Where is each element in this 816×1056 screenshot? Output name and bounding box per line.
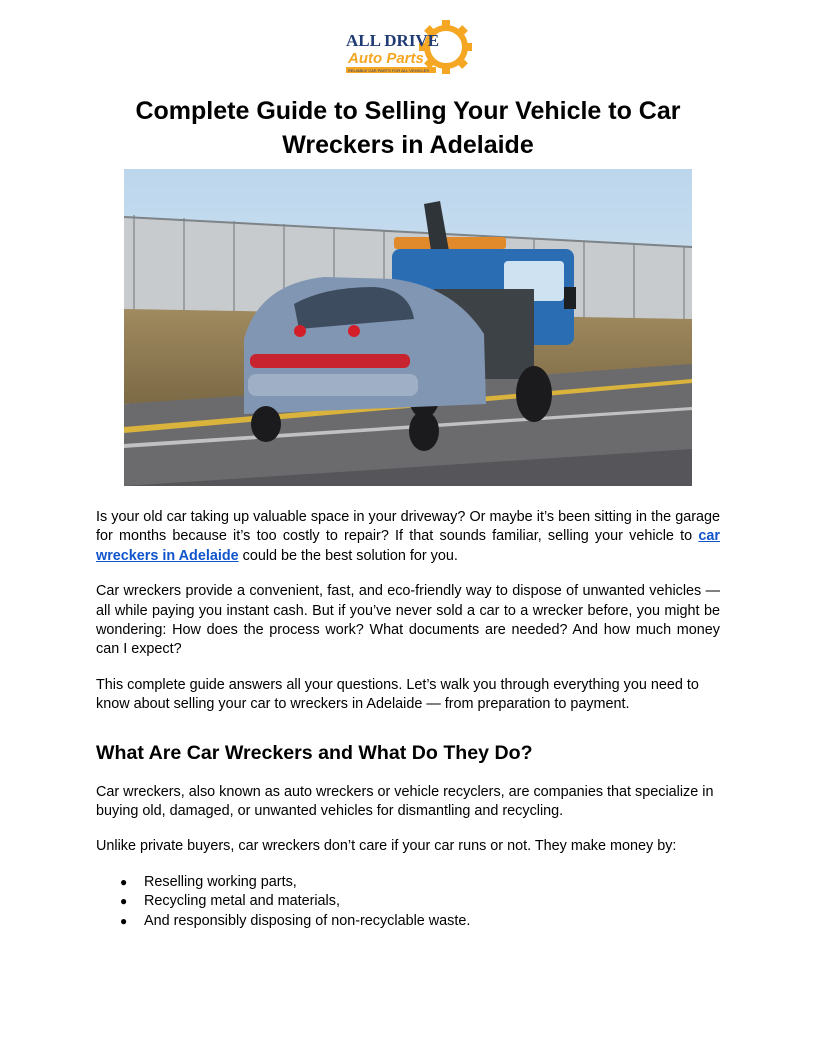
paragraph-2: Car wreckers provide a convenient, fast, and eco-friendly way to dispose of unwanted vehicles — all while paying you instant cash. But if you’ve never sold a car to a wrecker before, you might be wondering: How does the process work? What documents are needed? And how much money can I expect? — [96, 583, 720, 658]
bullet-icon: ● — [120, 894, 128, 909]
company-logo — [340, 20, 472, 78]
bullet-icon: ● — [120, 913, 128, 928]
paragraph-3: This complete guide answers all your questions. Let’s walk you through everything you need to know about selling your car to wreckers in Adelaide — from preparation to payment. — [96, 676, 699, 713]
intro-paragraph — [96, 508, 720, 566]
bullet-icon: ● — [120, 874, 128, 889]
logo-graphic — [340, 20, 472, 78]
section-paragraph-1: Car wreckers, also known as auto wreckers or vehicle recyclers, are companies that specialize in buying old, damaged, or unwanted vehicles for dismantling and recycling. — [96, 783, 714, 820]
reasons-list — [96, 873, 720, 931]
list-item-text: Reselling working parts, — [144, 873, 297, 890]
section-paragraph-2: Unlike private buyers, car wreckers don’t care if your car runs or not. They make money by: — [96, 838, 677, 855]
title-line-2: Wreckers in Adelaide — [282, 131, 534, 159]
car-wreckers-adelaide-link[interactable]: car wreckers in Adelaide — [96, 528, 720, 564]
title-line-1: Complete Guide to Selling Your Vehicle to Car — [135, 97, 681, 125]
list-item — [120, 892, 720, 911]
tow-truck-illustration — [124, 169, 692, 486]
logo-tagline: RELIABLE CAR PARTS FOR ALL VEHICLES — [348, 68, 430, 73]
list-item — [120, 912, 720, 931]
intro-text-end: could be the best solution for you. — [238, 547, 458, 564]
section-heading: What Are Car Wreckers and What Do They Do? — [96, 741, 533, 764]
page-title — [96, 94, 720, 162]
tow-truck-photo — [124, 169, 692, 486]
logo-line1: ALL DRIVE — [346, 31, 440, 50]
list-item — [120, 873, 720, 892]
list-item-text: And responsibly disposing of non-recyclable waste. — [144, 912, 471, 929]
intro-text-start: Is your old car taking up valuable space in your driveway? Or maybe it’s been sitting in the garage for months because it’s too costly to repair? If that sounds familiar, selling your vehicle to — [96, 509, 720, 545]
article-body — [96, 508, 720, 931]
logo-line2: Auto Parts — [348, 50, 424, 67]
list-item-text: Recycling metal and materials, — [144, 893, 340, 910]
